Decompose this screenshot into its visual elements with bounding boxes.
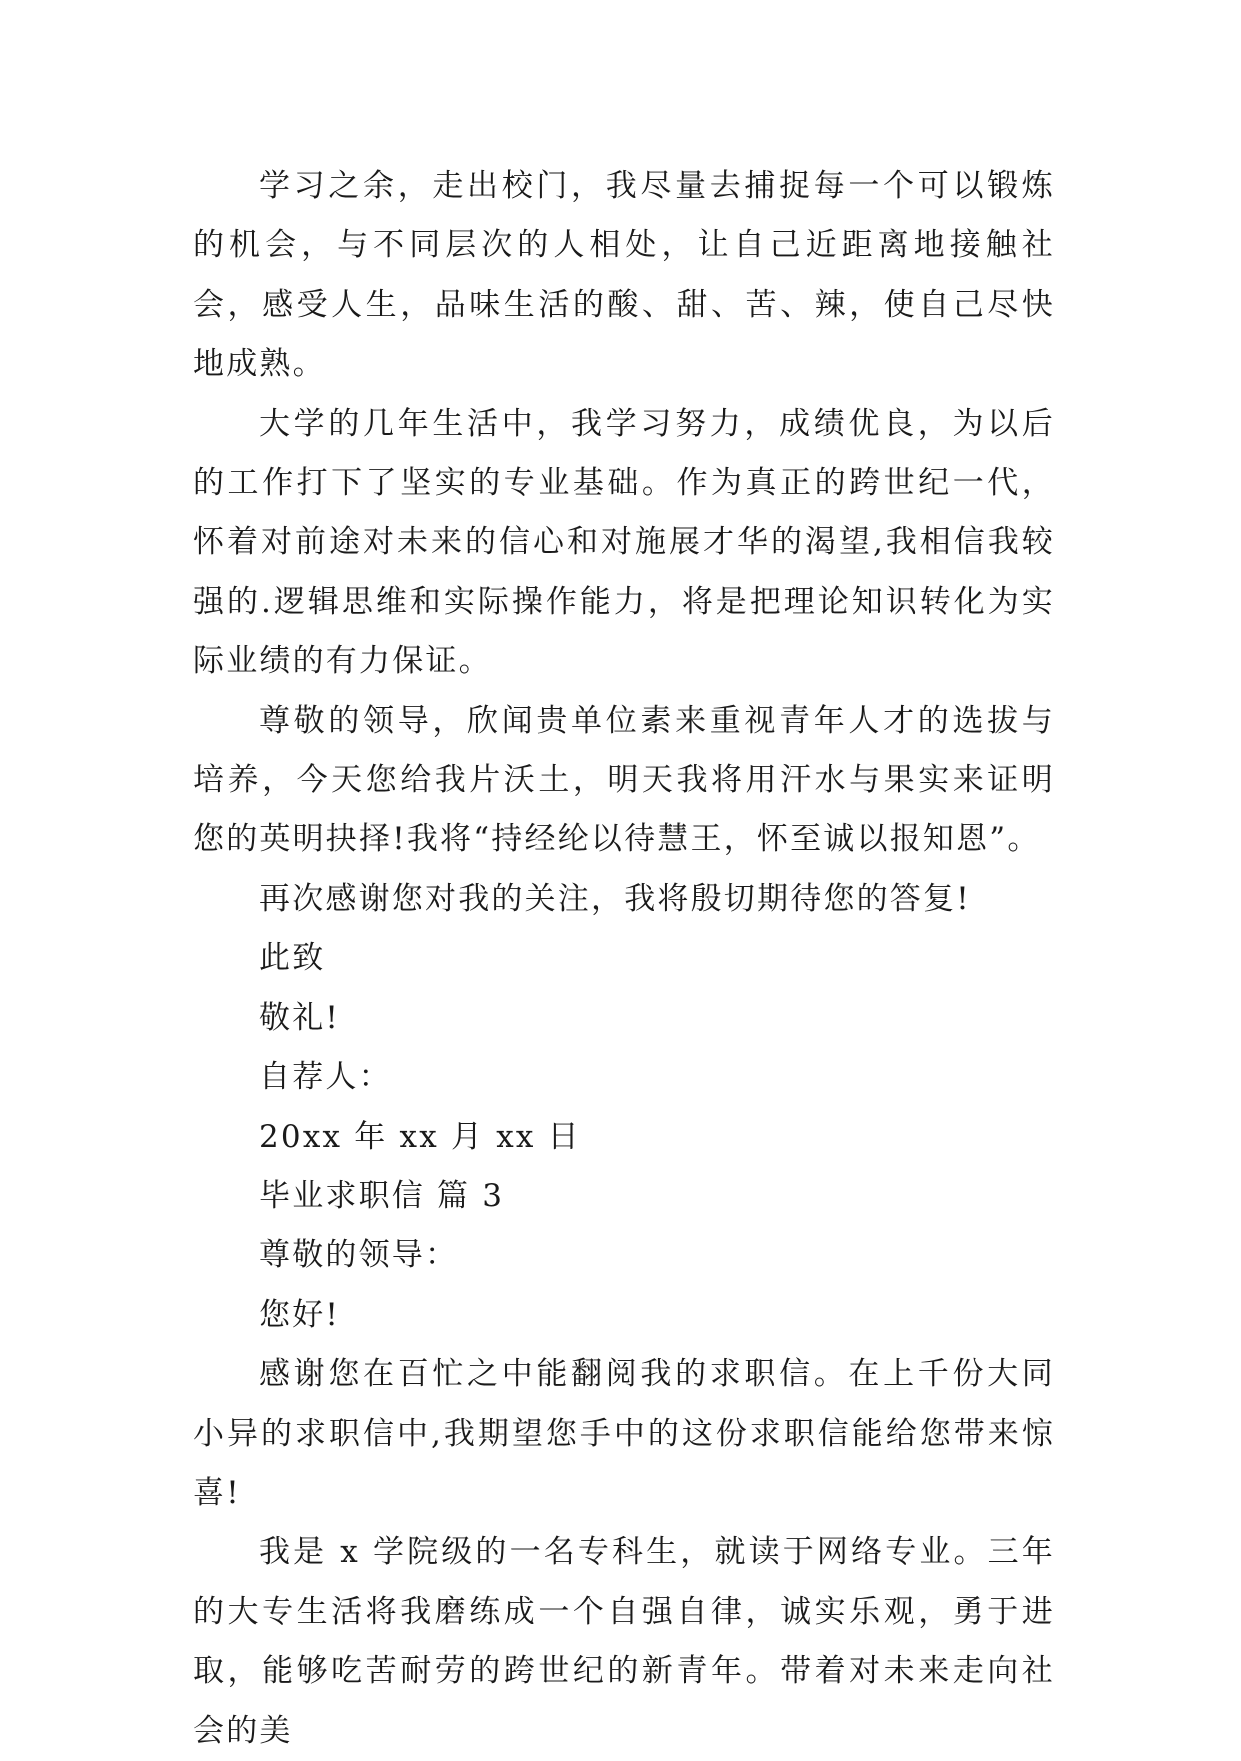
closing-salutation-1: 此致 — [259, 940, 326, 977]
letter-greeting: 尊敬的领导： — [259, 1237, 459, 1274]
closing-thanks: 再次感谢您对我的关注，我将殷切期待您的答复! — [259, 880, 971, 917]
signer-label: 自荐人： — [259, 1059, 392, 1096]
paragraph-practice: 学习之余，走出校门，我尽量去捕捉每一个可以锻炼的机会，与不同层次的人相处，让自己近距离地接触社会，感受人生，品味生活的酸、甜、苦、辣，使自己尽快地成熟。 — [193, 168, 1055, 383]
paragraph-appeal: 尊敬的领导，欣闻贵单位素来重视青年人才的选拔与培养，今天您给我片沃土，明天我将用汗水与果实来证明您的英明抉择!我将“持经纶以待慧王，怀至诚以报知恩”。 — [193, 702, 1055, 858]
letter-hello: 您好! — [259, 1296, 341, 1333]
closing-salutation-2: 敬礼! — [259, 999, 341, 1036]
section-heading: 毕业求职信 篇 3 — [259, 1177, 505, 1214]
letter-date: 20xx 年 xx 月 xx 日 — [259, 1118, 581, 1155]
paragraph-introduction: 我是 x 学院级的一名专科生，就读于网络专业。三年的大专生活将我磨练成一个自强自律，诚实乐观，勇于进取，能够吃苦耐劳的跨世纪的新青年。带着对未来走向社会的美 — [193, 1534, 1055, 1749]
paragraph-thanks-reading: 感谢您在百忙之中能翻阅我的求职信。在上千份大同小异的求职信中,我期望您手中的这份求职信能给您带来惊喜! — [193, 1356, 1055, 1511]
document-body — [193, 157, 1055, 1761]
paragraph-study: 大学的几年生活中，我学习努力，成绩优良，为以后的工作打下了坚实的专业基础。作为真正的跨世纪一代，怀着对前途对未来的信心和对施展才华的渴望,我相信我较强的.逻辑思维和实际操作能力，将是把理论知识转化为实际业绩的有力保证。 — [193, 405, 1055, 680]
